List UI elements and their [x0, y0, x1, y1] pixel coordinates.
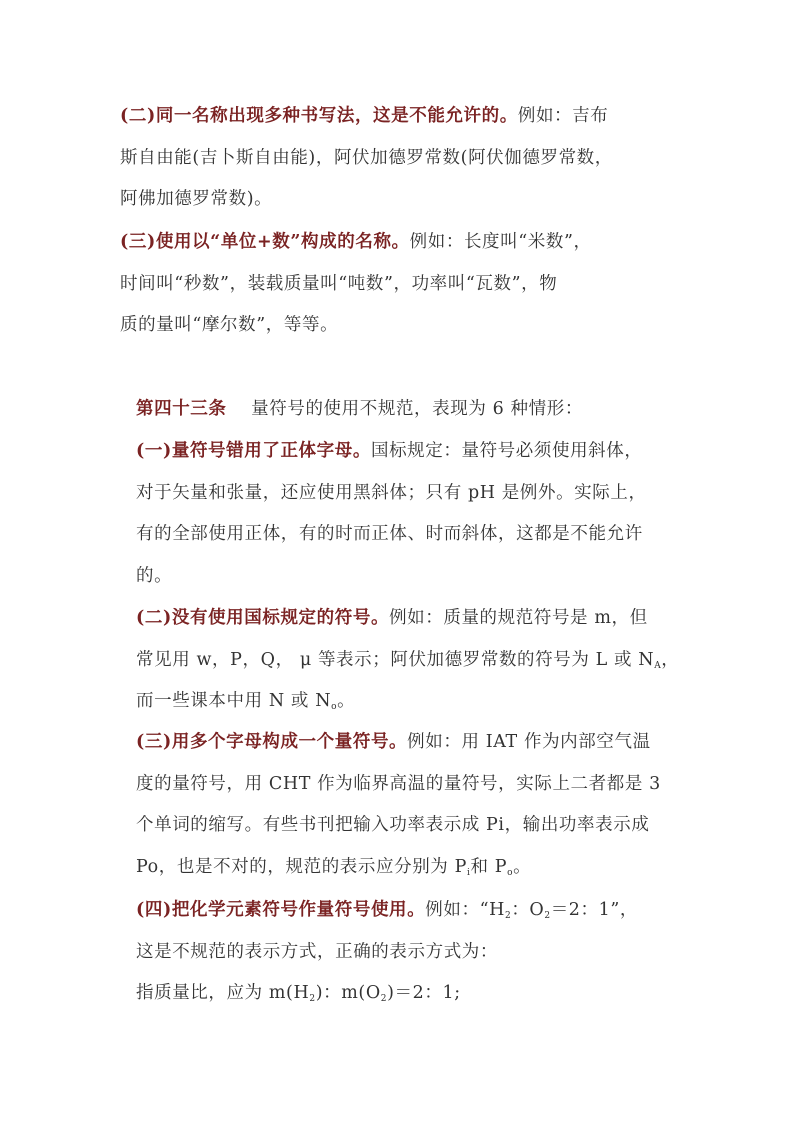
line — [136, 598, 676, 640]
line: 个单词的缩写。有些书刊把输入功率表示成 Pi，输出功率表示成 — [136, 815, 650, 835]
text: 而一些课本中用 N 或 N — [136, 691, 332, 711]
article-title: 第四十三条 — [136, 399, 227, 419]
subscript: 2 — [309, 994, 316, 1004]
line — [136, 973, 676, 1015]
paragraph-multi-letter-symbols — [136, 722, 676, 888]
line — [120, 96, 668, 138]
line: 有的全部使用正体，有的时而正体、时而斜体，这都是不能允许 — [136, 524, 643, 544]
text: 例如：吉布 — [517, 106, 609, 126]
text: 指质量比，应为 m(H — [136, 983, 310, 1003]
line: 这是不规范的表示方式，正确的表示方式为： — [136, 941, 498, 962]
line — [136, 890, 676, 932]
text: ＝2：1”， — [550, 900, 639, 920]
text: ， — [661, 649, 680, 670]
line: 的。 — [136, 565, 173, 586]
line — [136, 389, 676, 431]
line: 阿佛加德罗常数)。 — [120, 189, 273, 209]
text: 国标规定：量符号必须使用斜体， — [370, 441, 643, 461]
line — [136, 847, 676, 889]
subscript: o — [331, 702, 338, 712]
text: 。 — [337, 691, 356, 711]
paragraph-heading: (三)用多个字母构成一个量符号。 — [136, 732, 408, 752]
text: 。 — [513, 856, 532, 877]
article-heading-43 — [136, 389, 676, 431]
paragraph-heading: (四)把化学元素符号作量符号使用。 — [136, 900, 426, 920]
text: 常见用 w，P，Q， μ 等表示；阿伏加德罗常数的符号为 L 或 N — [136, 649, 655, 670]
paragraph-heading: (一)量符号错用了正体字母。 — [136, 441, 371, 461]
text: 和 P — [470, 856, 508, 877]
text: 例如：用 IAT 作为内部空气温 — [407, 732, 651, 752]
subscript: 2 — [504, 911, 512, 921]
article-text: 量符号的使用不规范，表现为 6 种情形： — [251, 399, 583, 419]
paragraph-heading: (二)没有使用国标规定的符号。 — [136, 608, 390, 628]
paragraph-upright-letters — [136, 431, 676, 597]
line — [136, 681, 676, 723]
text: ：O — [511, 900, 545, 920]
subscript: o — [507, 867, 514, 878]
line — [136, 640, 680, 682]
line — [136, 722, 676, 764]
text: 例如：质量的规范符号是 m，但 — [389, 608, 648, 628]
text: )：m(O — [315, 983, 381, 1003]
line: 时间叫“秒数”，装载质量叫“吨数”，功率叫“瓦数”，物 — [120, 273, 558, 294]
text: )＝2：1; — [387, 983, 461, 1003]
text: 例如：“H — [425, 900, 505, 920]
subscript: 2 — [380, 994, 388, 1004]
line: 斯自由能(吉卜斯自由能)，阿伏加德罗常数(阿伏伽德罗常数， — [120, 147, 613, 168]
paragraph-unit-plus-number-names — [120, 222, 668, 347]
subscript: A — [654, 660, 662, 671]
line — [120, 222, 668, 264]
line: 质的量叫“摩尔数”，等等。 — [120, 315, 339, 335]
paragraph-element-symbols — [136, 890, 676, 1015]
paragraph-same-name-multiple-spellings — [120, 96, 668, 221]
subscript: 2 — [544, 911, 551, 921]
paragraph-heading: (三)使用以“单位+数”构成的名称。 — [120, 232, 410, 252]
text: 例如：长度叫“米数”， — [409, 232, 592, 252]
line — [136, 431, 676, 473]
line: 度的量符号，用 CHT 作为临界高温的量符号，实际上二者都是 3 — [136, 773, 661, 794]
subscript: i — [466, 867, 471, 878]
paragraph-non-standard-symbols — [136, 598, 680, 723]
line: 对于矢量和张量，还应使用黑斜体；只有 pH 是例外。实际上， — [136, 482, 647, 503]
article-spacer — [227, 399, 252, 419]
text: Po，也是不对的，规范的表示应分别为 P — [136, 856, 467, 877]
paragraph-heading: (二)同一名称出现多种书写法，这是不能允许的。 — [120, 106, 518, 126]
